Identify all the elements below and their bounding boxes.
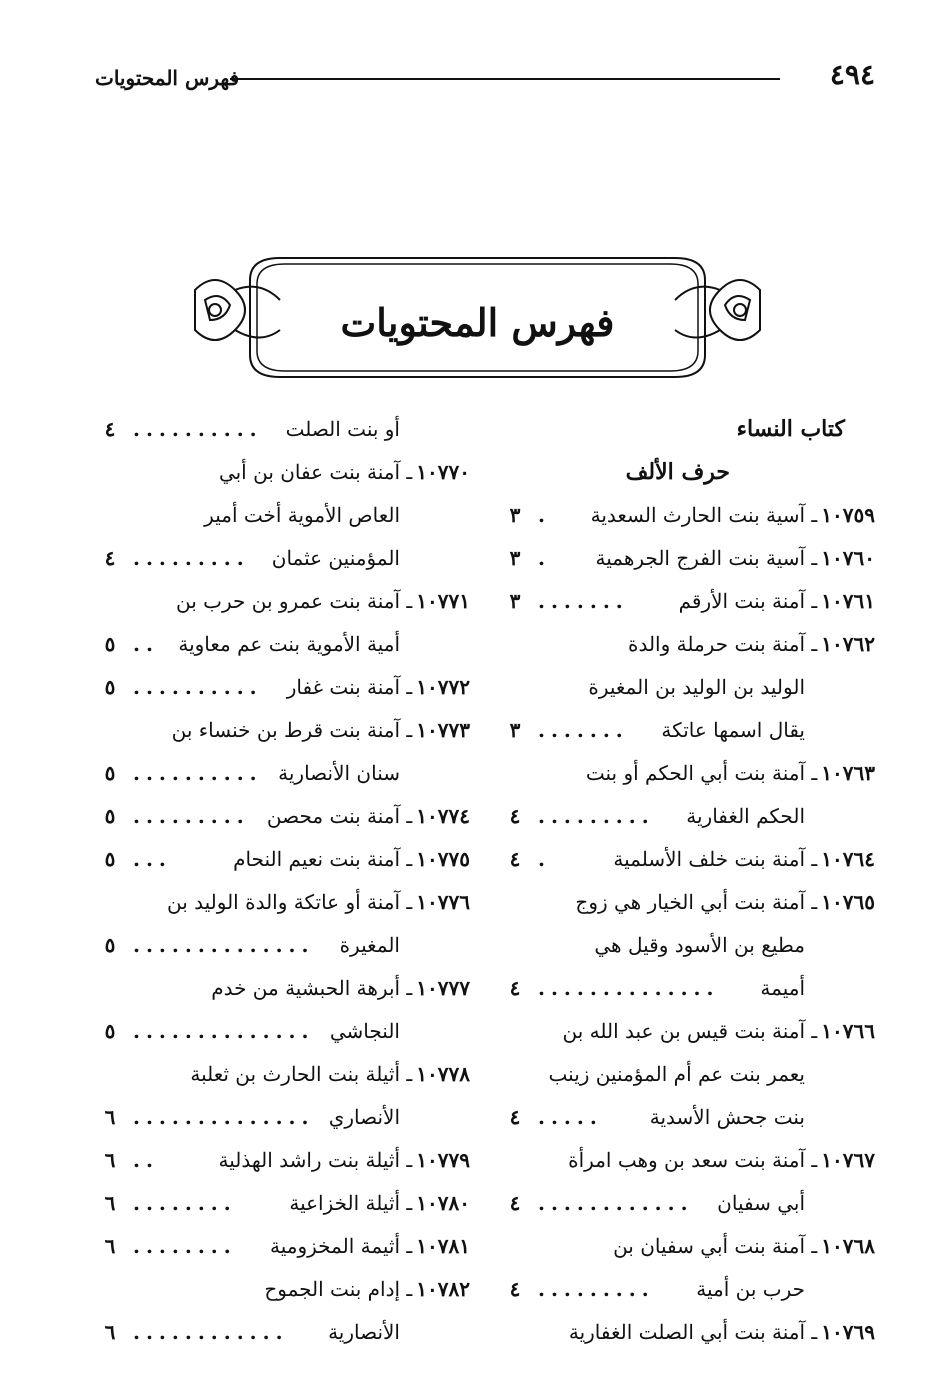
entry-text: يقال اسمها عاتكة bbox=[661, 718, 805, 742]
toc-entry-continuation bbox=[500, 924, 875, 967]
toc-entry-continuation bbox=[95, 494, 470, 537]
toc-entry bbox=[95, 580, 470, 623]
page-reference: ٥ bbox=[104, 632, 116, 656]
entry-text: ـ آمنة بنت خلف الأسلمية bbox=[613, 847, 818, 871]
entry-number: ١٠٧٨٠ bbox=[416, 1191, 470, 1215]
entry-number: ١٠٧٧٦ bbox=[416, 890, 470, 914]
toc-entry bbox=[500, 1225, 875, 1268]
toc-entry-continuation bbox=[95, 623, 470, 666]
entry-text: ـ آمنة بنت نعيم النحام bbox=[233, 847, 413, 871]
toc-entry bbox=[95, 1225, 470, 1268]
entry-text: ـ آمنة بنت سعد بن وهب امرأة bbox=[568, 1148, 818, 1172]
leader-dots: .......... bbox=[133, 417, 263, 441]
entry-number: ١٠٧٦١ bbox=[821, 589, 875, 613]
entry-text: ـ أثيمة المخزومية bbox=[269, 1234, 413, 1258]
page-reference: ٤ bbox=[509, 1277, 521, 1301]
leader-dots: ......... bbox=[133, 546, 250, 570]
entry-text: أبي سفيان bbox=[717, 1191, 805, 1215]
entry-text: أو بنت الصلت bbox=[285, 417, 400, 441]
entry-text: الحكم الغفارية bbox=[686, 804, 805, 828]
leader-dots: .. bbox=[133, 632, 159, 656]
toc-entry-continuation bbox=[95, 1096, 470, 1139]
toc-entry-continuation bbox=[95, 1311, 470, 1354]
entry-text: ـ أثيلة الخزاعية bbox=[289, 1191, 413, 1215]
page-reference: ٤ bbox=[509, 1191, 521, 1215]
leader-dots: ......... bbox=[133, 804, 250, 828]
entry-number: ١٠٧٦٤ bbox=[821, 847, 875, 871]
leader-dots: ....... bbox=[538, 589, 629, 613]
entry-number: ١٠٧٧٤ bbox=[416, 804, 470, 828]
leader-dots: ............ bbox=[538, 1191, 694, 1215]
leader-dots: ............ bbox=[133, 1320, 289, 1344]
toc-entry bbox=[500, 580, 875, 623]
entry-text: ـ آمنة بنت قيس بن عبد الله بن bbox=[562, 1019, 818, 1043]
leader-dots: ......... bbox=[538, 1277, 655, 1301]
toc-entry bbox=[500, 881, 875, 924]
entry-text: النجاشي bbox=[329, 1019, 400, 1043]
entry-number: ١٠٧٧٨ bbox=[416, 1062, 470, 1086]
toc-entry-continuation bbox=[500, 967, 875, 1010]
entry-text: المغيرة bbox=[339, 933, 400, 957]
toc-right-column bbox=[500, 408, 875, 1354]
toc-entry bbox=[95, 881, 470, 924]
page-reference: ٥ bbox=[104, 675, 116, 699]
leader-dots: .. bbox=[133, 1148, 159, 1172]
title-cartouche bbox=[185, 250, 770, 385]
leader-dots: . bbox=[538, 847, 551, 871]
section-heading: كتاب النساء bbox=[736, 416, 845, 442]
leader-dots: .......... bbox=[133, 675, 263, 699]
entry-text: ـ أبرهة الحبشية من خدم bbox=[211, 976, 413, 1000]
page-reference: ٤ bbox=[104, 417, 116, 441]
toc-entry bbox=[500, 1010, 875, 1053]
leader-dots: . bbox=[538, 503, 551, 527]
entry-text: أمية الأموية بنت عم معاوية bbox=[178, 632, 400, 656]
toc-entry bbox=[500, 1311, 875, 1354]
entry-text: ـ آسية بنت الحارث السعدية bbox=[590, 503, 818, 527]
entry-number: ١٠٧٧٣ bbox=[416, 718, 470, 742]
toc-entry-continuation bbox=[95, 1010, 470, 1053]
entry-number: ١٠٧٦٢ bbox=[821, 632, 875, 656]
toc-entry bbox=[95, 1139, 470, 1182]
toc-entry bbox=[500, 1139, 875, 1182]
entry-text: ـ آمنة بنت أبي الصلت الغفارية bbox=[568, 1320, 818, 1344]
page-reference: ٤ bbox=[509, 976, 521, 1000]
entry-number: ١٠٧٧٠ bbox=[416, 460, 470, 484]
page-reference: ٦ bbox=[104, 1320, 116, 1344]
entry-number: ١٠٧٧١ bbox=[416, 589, 470, 613]
page-reference: ٥ bbox=[104, 1019, 116, 1043]
entry-text: ـ آمنة بنت أبي الحكم أو بنت bbox=[585, 761, 818, 785]
entry-text: ـ آمنة بنت أبي الخيار هي زوج bbox=[575, 890, 818, 914]
page-reference: ٤ bbox=[509, 1105, 521, 1129]
toc-entry-continuation bbox=[500, 709, 875, 752]
entry-text: ـ آسية بنت الفرج الجرهمية bbox=[595, 546, 818, 570]
entry-number: ١٠٧٦٥ bbox=[821, 890, 875, 914]
leader-dots: ... bbox=[133, 847, 172, 871]
running-title: فهرس المحتويات bbox=[95, 66, 240, 90]
toc-entry-continuation bbox=[500, 1096, 875, 1139]
entry-text: المؤمنين عثمان bbox=[271, 546, 400, 570]
page-reference: ٥ bbox=[104, 761, 116, 785]
toc-entry bbox=[95, 1182, 470, 1225]
page-reference: ٥ bbox=[104, 804, 116, 828]
entry-number: ١٠٧٦٦ bbox=[821, 1019, 875, 1043]
leader-dots: ......... bbox=[538, 804, 655, 828]
toc-entry bbox=[95, 666, 470, 709]
page-reference: ٥ bbox=[104, 847, 116, 871]
toc-entry bbox=[95, 838, 470, 881]
entry-text: الوليد بن الوليد بن المغيرة bbox=[588, 675, 805, 699]
toc-entry bbox=[95, 1053, 470, 1096]
entry-text: ـ آمنة بنت قرط بن خنساء بن bbox=[171, 718, 413, 742]
entry-text: ـ أثيلة بنت راشد الهذلية bbox=[218, 1148, 413, 1172]
entry-number: ١٠٧٦٠ bbox=[821, 546, 875, 570]
page-reference: ٤ bbox=[104, 546, 116, 570]
leader-dots: ....... bbox=[538, 718, 629, 742]
leader-dots: . bbox=[538, 546, 551, 570]
entry-text: ـ آمنة بنت حرملة والدة bbox=[627, 632, 818, 656]
toc-entry-continuation bbox=[500, 666, 875, 709]
toc-entry-continuation bbox=[500, 1268, 875, 1311]
leader-dots: ..... bbox=[538, 1105, 603, 1129]
entry-text: مطيع بن الأسود وقيل هي bbox=[594, 933, 805, 957]
toc-entry bbox=[95, 1268, 470, 1311]
leader-dots: ........ bbox=[133, 1191, 237, 1215]
toc-entry bbox=[500, 838, 875, 881]
entry-text: بنت جحش الأسدية bbox=[649, 1105, 805, 1129]
toc-entry bbox=[500, 623, 875, 666]
page-reference: ٤ bbox=[509, 847, 521, 871]
entry-number: ١٠٧٨١ bbox=[416, 1234, 470, 1258]
toc-entry-continuation bbox=[500, 795, 875, 838]
entry-text: ـ آمنة بنت أبي سفيان بن bbox=[613, 1234, 818, 1258]
leader-dots: .......... bbox=[133, 761, 263, 785]
entry-text: حرب بن أمية bbox=[696, 1277, 805, 1301]
header-rule bbox=[230, 78, 780, 80]
page-title: فهرس المحتويات bbox=[340, 300, 615, 345]
entry-number: ١٠٧٧٧ bbox=[416, 976, 470, 1000]
entry-number: ١٠٧٦٩ bbox=[821, 1320, 875, 1344]
entry-text: يعمر بنت عم أم المؤمنين زينب bbox=[548, 1062, 805, 1086]
entry-number: ١٠٧٨٢ bbox=[416, 1277, 470, 1301]
page-reference: ٦ bbox=[104, 1105, 116, 1129]
entry-number: ١٠٧٥٩ bbox=[821, 503, 875, 527]
leader-dots: .............. bbox=[133, 1105, 315, 1129]
entry-text: ـ آمنة بنت الأرقم bbox=[678, 589, 818, 613]
section-heading: حرف الألف bbox=[625, 459, 730, 485]
entry-text: ـ إدام بنت الجموح bbox=[264, 1277, 413, 1301]
entry-number: ١٠٧٦٧ bbox=[821, 1148, 875, 1172]
toc-entry bbox=[95, 709, 470, 752]
page-number: ٤٩٤ bbox=[829, 58, 875, 91]
toc-entry-continuation bbox=[95, 752, 470, 795]
entry-text: ـ آمنة بنت عفان بن أبي bbox=[218, 460, 413, 484]
leader-dots: .............. bbox=[538, 976, 720, 1000]
toc-entry bbox=[500, 537, 875, 580]
entry-text: ـ أثيلة بنت الحارث بن ثعلبة bbox=[190, 1062, 413, 1086]
page-reference: ٣ bbox=[509, 589, 521, 613]
entry-number: ١٠٧٧٥ bbox=[416, 847, 470, 871]
toc-entry bbox=[95, 795, 470, 838]
entry-text: ـ آمنة بنت غفار bbox=[286, 675, 413, 699]
page-reference: ٣ bbox=[509, 503, 521, 527]
entry-text: الأنصاري bbox=[328, 1105, 400, 1129]
entry-text: أميمة bbox=[760, 976, 805, 1000]
page-reference: ٦ bbox=[104, 1234, 116, 1258]
toc-entry-continuation bbox=[500, 1053, 875, 1096]
toc-entry bbox=[95, 451, 470, 494]
entry-number: ١٠٧٦٨ bbox=[821, 1234, 875, 1258]
page-header bbox=[95, 58, 875, 98]
page-reference: ٥ bbox=[104, 933, 116, 957]
entry-text: ـ آمنة بنت عمرو بن حرب بن bbox=[176, 589, 413, 613]
toc-entry-continuation bbox=[95, 537, 470, 580]
leader-dots: .............. bbox=[133, 1019, 315, 1043]
entry-text: الأنصارية bbox=[328, 1320, 400, 1344]
entry-number: ١٠٧٧٢ bbox=[416, 675, 470, 699]
toc-entry-continuation bbox=[95, 408, 470, 451]
toc-entry-continuation bbox=[500, 1182, 875, 1225]
page-reference: ٦ bbox=[104, 1148, 116, 1172]
entry-text: ـ آمنة بنت محصن bbox=[266, 804, 413, 828]
entry-number: ١٠٧٦٣ bbox=[821, 761, 875, 785]
page-reference: ٣ bbox=[509, 546, 521, 570]
entry-number: ١٠٧٧٩ bbox=[416, 1148, 470, 1172]
toc-entry-continuation bbox=[95, 924, 470, 967]
leader-dots: .............. bbox=[133, 933, 315, 957]
page-reference: ٤ bbox=[509, 804, 521, 828]
entry-text: ـ آمنة أو عاتكة والدة الوليد بن bbox=[166, 890, 413, 914]
page-reference: ٦ bbox=[104, 1191, 116, 1215]
toc-entry bbox=[500, 752, 875, 795]
toc-entry bbox=[95, 967, 470, 1010]
entry-text: سنان الأنصارية bbox=[278, 761, 400, 785]
toc-entry bbox=[500, 494, 875, 537]
entry-text: العاص الأموية أخت أمير bbox=[204, 503, 400, 527]
leader-dots: ........ bbox=[133, 1234, 237, 1258]
page-reference: ٣ bbox=[509, 718, 521, 742]
toc-left-column bbox=[95, 408, 470, 1354]
